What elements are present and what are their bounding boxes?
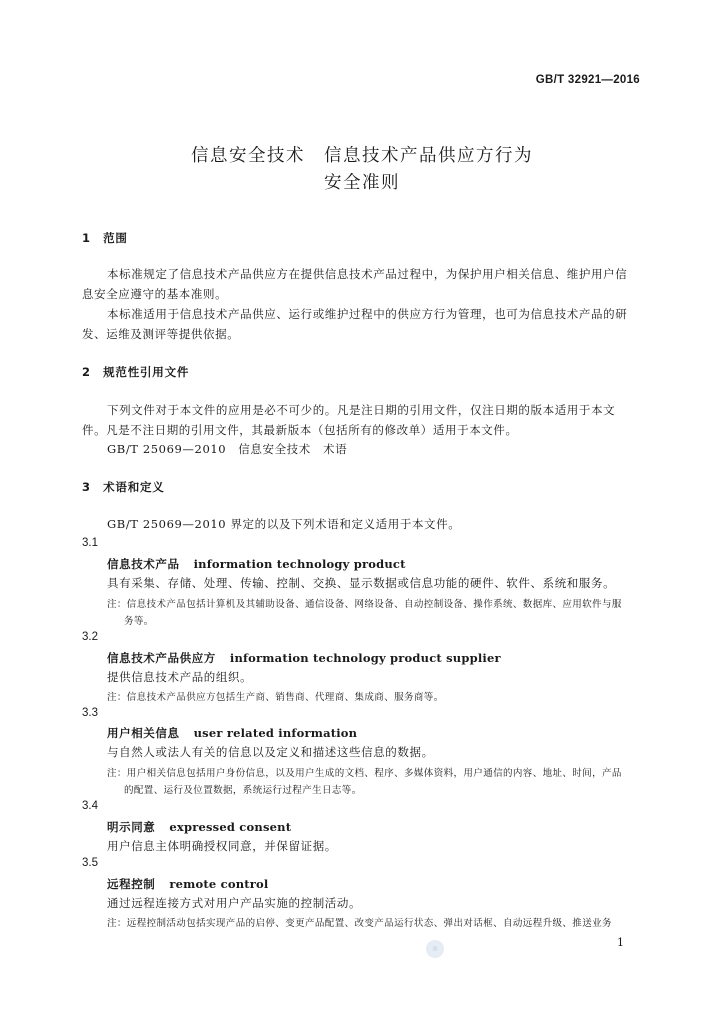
term-3-3-note-line2: 的配置、运行及位置数据，系统运行过程产生日志等。 [124, 785, 362, 796]
term-3-1-name [107, 556, 406, 572]
watermark-logo: ◎ [426, 940, 444, 958]
term-3-1-definition: 具有采集、存储、处理、传输、控制、交换、显示数据或信息功能的硬件、软件、系统和服务。 [107, 576, 616, 590]
term-3-1-note-line1: 注：信息技术产品包括计算机及其辅助设备、通信设备、网络设备、自动控制设备、操作系统、数据库、应用软件与服 [107, 599, 622, 610]
term-3-2-cn: 信息技术产品供应方 [107, 651, 216, 665]
term-3-5-cn: 远程控制 [107, 877, 156, 891]
section-1-para1-line2: 息安全应遵守的基本准则。 [82, 287, 228, 301]
document-title-line1: 信息安全技术 信息技术产品供应方行为 [191, 146, 533, 166]
term-3-3-number: 3.3 [82, 707, 98, 719]
term-3-5-name [107, 876, 269, 892]
term-3-4-number: 3.4 [82, 800, 98, 812]
section-2-para-line1: 下列文件对于本文件的应用是必不可少的。凡是注日期的引用文件，仅注日期的版本适用于本文 [107, 403, 616, 417]
section-1-para2-line1: 本标准适用于信息技术产品供应、运行或维护过程中的供应方行为管理，也可为信息技术产品的研 [107, 307, 628, 321]
term-3-5-number: 3.5 [82, 857, 98, 869]
term-3-3-name [107, 725, 357, 741]
document-title-line2: 安全准则 [324, 173, 400, 193]
term-3-4-name [107, 819, 291, 835]
section-2-heading: 2 规范性引用文件 [82, 365, 190, 379]
term-3-2-definition: 提供信息技术产品的组织。 [107, 670, 253, 684]
term-3-4-en: expressed consent [169, 820, 292, 834]
term-3-2-en: information technology product supplier [229, 651, 501, 665]
normative-reference: GB/T 25069—2010 信息安全技术 术语 [107, 442, 348, 456]
section-3-heading: 3 术语和定义 [82, 480, 165, 494]
section-3-intro: GB/T 25069—2010 界定的以及下列术语和定义适用于本文件。 [107, 517, 461, 531]
term-3-3-definition: 与自然人或法人有关的信息以及定义和描述这些信息的数据。 [107, 745, 434, 759]
term-3-5-en: remote control [169, 877, 269, 891]
term-3-1-cn: 信息技术产品 [107, 557, 180, 571]
term-3-4-cn: 明示同意 [107, 820, 156, 834]
term-3-1-en: information technology product [193, 557, 406, 571]
term-3-1-number: 3.1 [82, 537, 98, 549]
term-3-5-definition: 通过远程连接方式对用户产品实施的控制活动。 [107, 896, 362, 910]
term-3-3-note-line1: 注：用户相关信息包括用户身份信息，以及用户生成的文档、程序、多媒体资料，用户通信的内容、地址、时间，产品 [107, 768, 622, 779]
term-3-1-note-line2: 务等。 [124, 616, 154, 627]
page-number: 1 [617, 936, 624, 949]
section-1-para1-line1: 本标准规定了信息技术产品供应方在提供信息技术产品过程中，为保护用户相关信息、维护用户信 [107, 267, 628, 281]
term-3-3-en: user related information [193, 726, 358, 740]
standard-number: GB/T 32921—2016 [535, 74, 640, 86]
term-3-5-note-line1: 注：远程控制活动包括实现产品的启停、变更产品配置、改变产品运行状态、弹出对话框、自动远程升级、推送业务 [107, 918, 612, 929]
term-3-2-name [107, 650, 501, 666]
section-2-para-line2: 件。凡是不注日期的引用文件，其最新版本（包括所有的修改单）适用于本文件。 [82, 423, 518, 437]
term-3-2-number: 3.2 [82, 631, 98, 643]
term-3-2-note-line1: 注：信息技术产品供应方包括生产商、销售商、代理商、集成商、服务商等。 [107, 692, 444, 703]
section-1-para2-line2: 发、运维及测评等提供依据。 [82, 327, 240, 341]
term-3-4-definition: 用户信息主体明确授权同意，并保留证据。 [107, 839, 337, 853]
section-1-heading: 1 范围 [82, 231, 128, 245]
term-3-3-cn: 用户相关信息 [107, 726, 180, 740]
